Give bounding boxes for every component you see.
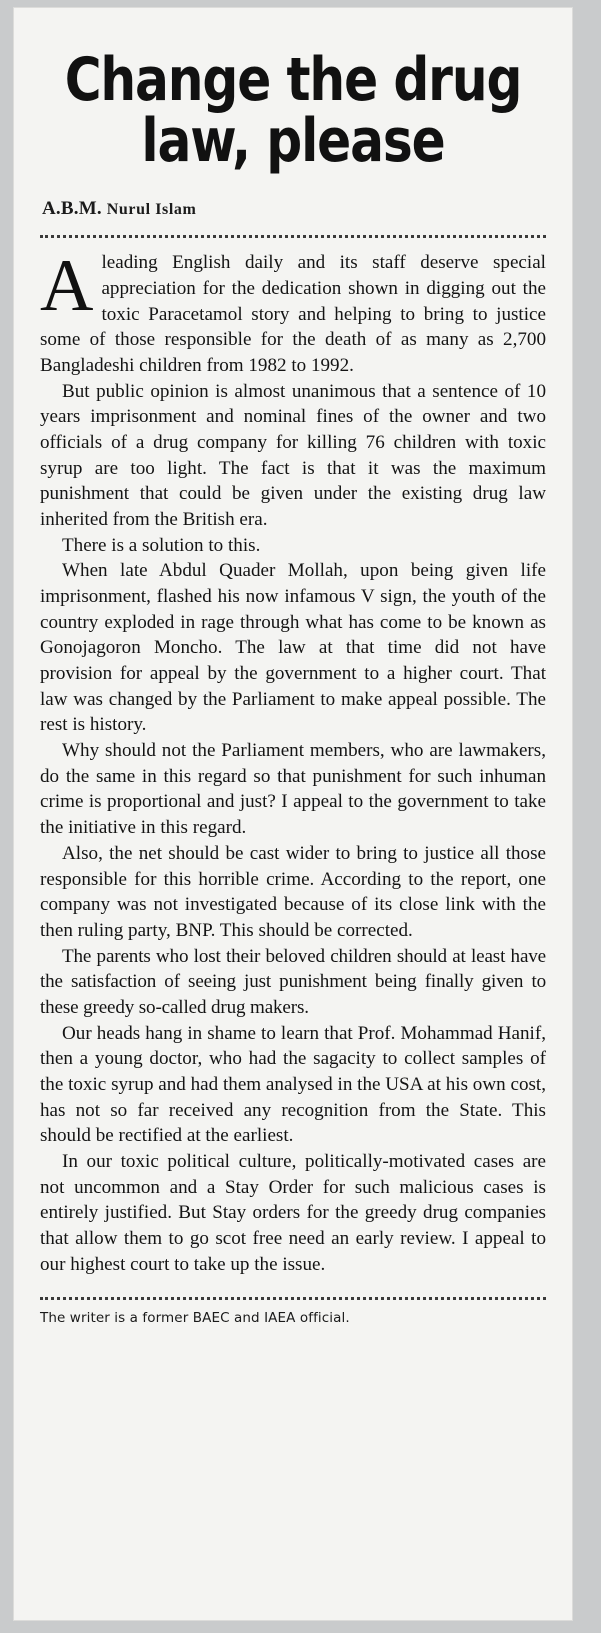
headline-line-1: Change the drug <box>64 45 522 115</box>
paragraph <box>40 558 546 738</box>
newspaper-page <box>14 8 572 1620</box>
paragraph-text: leading English daily and its staff deserve special appreciation for the dedication shown in digging out the toxic Paracetamol story and helping to bring to justice some of those responsible for the death of as many as 2,700 Bangladeshi children from 1982 to 1992. <box>40 252 546 377</box>
page-title <box>61 45 524 177</box>
paragraph-text: In our toxic political culture, politically-motivated cases are not uncommon and a Stay Order for such malicious cases is entirely justified. But Stay orders for the greedy drug companies that allow them to go scot free need an early review. I appeal to our highest court to take up the issue. <box>40 1150 546 1275</box>
paragraph-text: The parents who lost their beloved children should at least have the satisfaction of seeing just punishment being finally given to these greedy so-called drug makers. <box>40 945 546 1018</box>
headline-line-2: law, please <box>141 106 445 177</box>
byline-author-name: Nurul Islam <box>106 201 197 219</box>
paragraph <box>40 245 546 378</box>
paragraph-text: Our heads hang in shame to learn that Prof. Mohammad Hanif, then a young doctor, who had the sagacity to collect samples of the toxic syrup and had them analysed in the USA at his own cost, has not so far received any recognition from the State. This should be rectified at the earliest. <box>40 1022 546 1147</box>
article-body <box>40 245 546 1277</box>
paragraph <box>40 1149 546 1277</box>
byline <box>42 198 544 220</box>
paragraph-text: Also, the net should be cast wider to bring to justice all those responsible for this horrible crime. According to the report, one company was not investigated because of its close link with the then ruling party, BNP. This should be corrected. <box>40 842 546 941</box>
paragraph-text: When late Abdul Quader Mollah, upon being given life imprisonment, flashed his now infamous V sign, the youth of the country exploded in rage through what has come to be known as Gonojagoron Moncho. The law at that time did not have provision for appeal by the government to a higher court. That law was changed by the Parliament to make appeal possible. The rest is history. <box>40 560 546 736</box>
paragraph-text: Why should not the Parliament members, who are lawmakers, do the same in this regard so that punishment for such inhuman crime is proportional and just? I appeal to the government to take the initiative in this regard. <box>40 740 546 839</box>
divider-top <box>40 229 546 238</box>
paragraph <box>40 379 546 533</box>
paragraph-text: But public opinion is almost unanimous that a sentence of 10 years imprisonment and nominal fines of the owner and two officials of a drug company for killing 76 children with toxic syrup are too light. The fact is that it was the maximum punishment that could be given under the existing drug law inherited from the British era. <box>40 380 546 531</box>
paragraph <box>40 533 546 559</box>
divider-bottom <box>40 1291 546 1300</box>
paragraph <box>40 841 546 944</box>
paragraph <box>40 1021 546 1149</box>
paragraph <box>40 944 546 1021</box>
writer-credit: The writer is a former BAEC and IAEA official. <box>40 1310 350 1327</box>
drop-cap: A <box>40 245 94 328</box>
paragraph-text: There is a solution to this. <box>62 534 261 556</box>
paragraph <box>40 738 546 841</box>
page-content <box>14 8 572 1336</box>
byline-initials: A.B.M. <box>42 198 102 220</box>
